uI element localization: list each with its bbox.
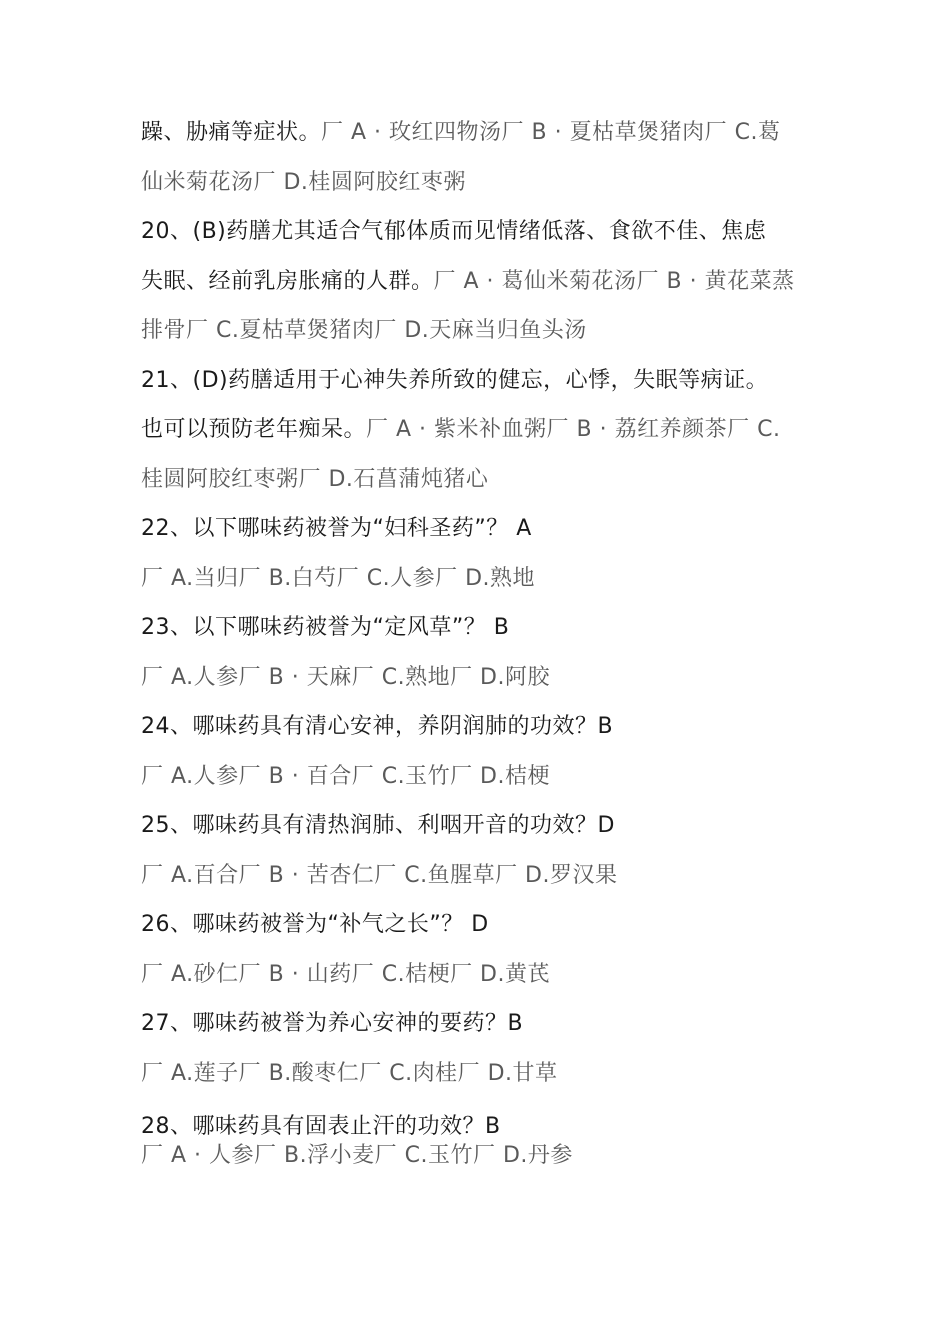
question-line bbox=[141, 811, 821, 841]
text-line bbox=[141, 316, 821, 346]
question-line bbox=[141, 366, 821, 396]
question-text: 28、哪味药具有固表止汗的功效？B bbox=[141, 1114, 501, 1139]
options-line bbox=[141, 663, 821, 693]
answer-options: 厂 A · 紫米补血粥厂 B · 荔红养颜茶厂 C. bbox=[366, 417, 781, 442]
answer-options: 厂 A.人参厂 B · 百合厂 C.玉竹厂 D.桔梗 bbox=[141, 764, 550, 789]
answer-options: 厂 A.砂仁厂 B · 山药厂 C.桔梗厂 D.黄芪 bbox=[141, 962, 550, 987]
line-text: 躁、胁痛等症状。 bbox=[141, 120, 322, 145]
question-text: 21、(D)药膳适用于心神失养所致的健忘，心悸，失眠等病证。 bbox=[141, 368, 769, 393]
answer-options: 厂 A · 玫红四物汤厂 B · 夏枯草煲猪肉厂 C.葛 bbox=[321, 120, 781, 145]
answer-options: 排骨厂 C.夏枯草煲猪肉厂 D.天麻当归鱼头汤 bbox=[141, 318, 587, 343]
question-text: 26、哪味药被誉为“补气之长”？ D bbox=[141, 912, 489, 937]
question-text: 23、以下哪味药被誉为“定风草”？ B bbox=[141, 615, 510, 640]
options-line bbox=[141, 564, 821, 594]
answer-options: 厂 A.当归厂 B.白芍厂 C.人参厂 D.熟地 bbox=[141, 566, 536, 591]
question-text: 22、以下哪味药被誉为“妇科圣药”？ A bbox=[141, 516, 532, 541]
question-line bbox=[141, 514, 821, 544]
text-line bbox=[141, 415, 821, 445]
answer-options: 厂 A.人参厂 B · 天麻厂 C.熟地厂 D.阿胶 bbox=[141, 665, 550, 690]
answer-options: 厂 A.莲子厂 B.酸枣仁厂 C.肉桂厂 D.甘草 bbox=[141, 1061, 558, 1086]
options-line bbox=[141, 960, 821, 990]
options-line bbox=[141, 1059, 821, 1089]
answer-options: 厂 A · 葛仙米菊花汤厂 B · 黄花菜蒸 bbox=[433, 269, 795, 294]
options-line bbox=[141, 762, 821, 792]
text-line bbox=[141, 267, 821, 297]
question-line bbox=[141, 712, 821, 742]
text-line bbox=[141, 168, 821, 198]
question-line bbox=[141, 1009, 821, 1039]
question-line bbox=[141, 1112, 821, 1142]
question-text: 25、哪味药具有清热润肺、利咽开音的功效？D bbox=[141, 813, 615, 838]
answer-options: 厂 A.百合厂 B · 苦杏仁厂 C.鱼腥草厂 D.罗汉果 bbox=[141, 863, 618, 888]
line-text: 也可以预防老年痴呆。 bbox=[141, 417, 367, 442]
question-line bbox=[141, 910, 821, 940]
answer-options: 仙米菊花汤厂 D.桂圆阿胶红枣粥 bbox=[141, 170, 466, 195]
text-line bbox=[141, 118, 821, 148]
answer-options: 厂 A · 人参厂 B.浮小麦厂 C.玉竹厂 D.丹参 bbox=[141, 1143, 573, 1168]
text-line bbox=[141, 465, 821, 495]
line-text: 失眠、经前乳房胀痛的人群。 bbox=[141, 269, 434, 294]
question-line bbox=[141, 217, 821, 247]
question-text: 20、(B)药膳尤其适合气郁体质而见情绪低落、食欲不佳、焦虑 bbox=[141, 219, 767, 244]
options-line bbox=[141, 1141, 821, 1171]
options-line bbox=[141, 861, 821, 891]
answer-options: 桂圆阿胶红枣粥厂 D.石菖蒲炖猪心 bbox=[141, 467, 489, 492]
question-text: 27、哪味药被誉为养心安神的要药？B bbox=[141, 1011, 524, 1036]
question-line bbox=[141, 613, 821, 643]
question-text: 24、哪味药具有清心安神，养阴润肺的功效？B bbox=[141, 714, 614, 739]
